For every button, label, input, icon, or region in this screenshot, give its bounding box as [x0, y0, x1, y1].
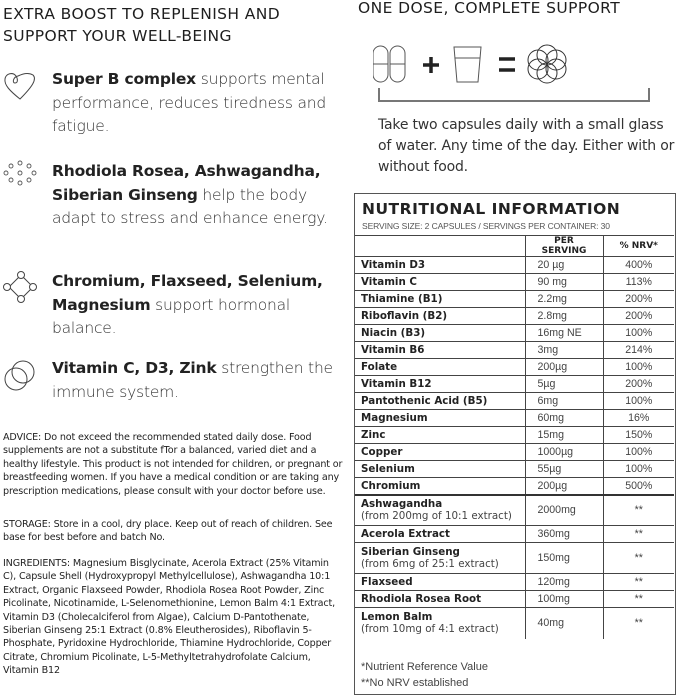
nutrient-name: [355, 376, 525, 393]
nutrition-table: [354, 193, 676, 695]
nutrient-label: Acerola Extract: [361, 528, 450, 540]
per-serving-value: 40mg: [525, 608, 603, 639]
per-serving-value: 20 µg: [525, 257, 603, 274]
ingredients-text: INGREDIENTS: Magnesium Bisglycinate, Acerola Extract (25% Vitamin C), Capsule Shell (Hydroxypropyl Methylcellulose), Ashwagandha 10:1 Extract, Organic Flaxseed Powder, Rhodiola Rosea Root Powder, Zinc Picolinate, Nicotinamide, L-Selenomethionine, Lemon Balm 4:1 Extract, Vitamin D3 (Cholecalciferol from Algae), Calcium D-Pantothenate, Siberian Ginseng 25:1 Extract (0.8% Eleutherosides), Riboflavin 5-Phosphate, Pyridoxine Hydrochloride, Thiamine Hydrochloride, Copper Citrate, Chromium Picolinate, L-5-Methyltetrahydrofolate Calcium, Vitamin B12: [3, 558, 336, 677]
nutrient-label: Vitamin B12: [361, 378, 432, 390]
nutrient-label: Pantothenic Acid (B5): [361, 395, 488, 407]
nutrient-name: [355, 359, 525, 376]
nutrient-name: [355, 342, 525, 359]
per-serving-value: 360mg: [525, 526, 603, 543]
flower-of-life-icon: [528, 45, 566, 83]
benefits-heading: EXTRA BOOST TO REPLENISH AND SUPPORT YOUR WELL-BEING: [3, 5, 281, 45]
nutrition-title: NUTRITIONAL INFORMATION: [362, 200, 621, 218]
table-footnotes: [361, 660, 488, 691]
nutrition-grid: [355, 235, 674, 639]
table-row: [355, 543, 674, 574]
footnote-nrv: *Nutrient Reference Value: [361, 661, 488, 673]
benefit-text: Chromium, Flaxseed, Selenium, Magnesium support hormonal balance.: [52, 272, 323, 337]
nutrient-name: [355, 574, 525, 591]
nutrient-source: (from 6mg of 25:1 extract): [361, 558, 499, 570]
nutrient-label: Selenium: [361, 463, 415, 475]
nrv-value: **: [603, 591, 674, 608]
nutrient-label: Zinc: [361, 429, 386, 441]
table-row: [355, 376, 674, 393]
nutrient-name: [355, 274, 525, 291]
nrv-value: **: [603, 495, 674, 526]
nutrient-label: Magnesium: [361, 412, 428, 424]
table-row: [355, 308, 674, 325]
table-row: [355, 359, 674, 376]
per-serving-value: 120mg: [525, 574, 603, 591]
nrv-value: 200%: [603, 308, 674, 325]
nrv-value: 100%: [603, 461, 674, 478]
dosage-heading: ONE DOSE, COMPLETE SUPPORT: [358, 0, 621, 17]
per-serving-value: 1000µg: [525, 444, 603, 461]
per-serving-value: 5µg: [525, 376, 603, 393]
plus-sign-icon: [423, 57, 439, 73]
nutrient-name: [355, 427, 525, 444]
nrv-value: **: [603, 526, 674, 543]
table-row: [355, 427, 674, 444]
nutrient-label: Rhodiola Rosea Root: [361, 593, 482, 605]
per-serving-value: 2.2mg: [525, 291, 603, 308]
nutrient-name: [355, 325, 525, 342]
nutrient-name: [355, 461, 525, 478]
nutrient-label: Vitamin C: [361, 276, 417, 288]
per-serving-value: 6mg: [525, 393, 603, 410]
table-row: [355, 495, 674, 526]
table-row: [355, 461, 674, 478]
diamond-nodes-icon: [2, 270, 38, 306]
nrv-value: 500%: [603, 478, 674, 495]
per-serving-value: 200µg: [525, 359, 603, 376]
table-row: [355, 608, 674, 639]
per-serving-col-header: PER SERVING: [525, 236, 603, 257]
dose-bracket: [378, 88, 650, 102]
nrv-value: **: [603, 574, 674, 591]
per-serving-value: 90 mg: [525, 274, 603, 291]
nrv-value: 113%: [603, 274, 674, 291]
nutrient-name: [355, 393, 525, 410]
per-serving-value: 3mg: [525, 342, 603, 359]
overlapping-circles-icon: [2, 357, 38, 393]
nrv-value: 100%: [603, 444, 674, 461]
nutrient-label: Niacin (B3): [361, 327, 426, 339]
nrv-value: 214%: [603, 342, 674, 359]
dots-circle-icon: [2, 160, 38, 196]
nutrient-label: Lemon Balm: [361, 611, 433, 624]
nutrient-label: Copper: [361, 446, 403, 458]
table-row: [355, 478, 674, 495]
table-row: [355, 342, 674, 359]
nutrient-label: Chromium: [361, 479, 421, 492]
nutrient-name: [355, 291, 525, 308]
nutrient-name: [355, 543, 525, 574]
table-row: [355, 526, 674, 543]
per-serving-value: 2.8mg: [525, 308, 603, 325]
nutrient-name: [355, 495, 525, 526]
per-serving-value: 16mg NE: [525, 325, 603, 342]
table-row: [355, 274, 674, 291]
nutrient-name: [355, 478, 525, 495]
nutrient-col-header: [355, 236, 525, 257]
nutrient-name: [355, 257, 525, 274]
serving-info: SERVING SIZE: 2 CAPSULES / SERVINGS PER CONTAINER: 30: [362, 221, 610, 231]
nutrient-label: Vitamin B6: [361, 344, 425, 356]
nutrient-label: Ashwagandha: [361, 498, 443, 511]
dose-equation: [373, 44, 663, 84]
per-serving-value: 2000mg: [525, 495, 603, 526]
nutrient-name: [355, 410, 525, 427]
table-header-row: [355, 236, 674, 257]
nutrient-label: Vitamin D3: [361, 259, 426, 271]
capsules-icon: [373, 46, 405, 82]
nrv-value: 200%: [603, 376, 674, 393]
glass-of-water-icon: [454, 47, 481, 82]
table-row: [355, 574, 674, 591]
per-serving-value: 200µg: [525, 478, 603, 495]
nrv-value: **: [603, 608, 674, 639]
nutrient-name: [355, 444, 525, 461]
table-row: [355, 291, 674, 308]
nutrient-label: Folate: [361, 361, 398, 373]
storage-text: STORAGE: Store in a cool, dry place. Keep out of reach of children. See base for best before and batch No.: [3, 519, 333, 544]
table-row: [355, 257, 674, 274]
nrv-value: 400%: [603, 257, 674, 274]
advice-text: ADVICE: Do not exceed the recommended stated daily dose. Food supplements are not a substitute fTor a balanced, varied diet and a healthy lifestyle. This product is not intended for children, or pregnant or breastfeeding women. If you have a medical condition or are taking any prescription medications, please consult with your doctor before use.: [3, 432, 343, 497]
nutrient-source: (from 10mg of 4:1 extract): [361, 623, 499, 636]
per-serving-value: 60mg: [525, 410, 603, 427]
nrv-value: **: [603, 543, 674, 574]
nrv-col-header: % NRV*: [603, 236, 674, 257]
heart-icon: [2, 68, 38, 104]
table-row: [355, 393, 674, 410]
benefit-text: Super B complex supports mental performance, reduces tiredness and fatigue.: [52, 70, 327, 135]
equals-sign-icon: [499, 59, 515, 70]
nutrient-source: (from 200mg of 10:1 extract): [361, 510, 512, 523]
footnote-no-nrv: **No NRV established: [361, 676, 469, 689]
nutrient-name: [355, 308, 525, 325]
dose-instructions: Take two capsules daily with a small glass of water. Any time of the day. Either with or without food.: [378, 117, 675, 175]
table-row: [355, 325, 674, 342]
benefit-text: Vitamin C, D3, Zink strengthen the immune system.: [52, 359, 333, 401]
nrv-value: 16%: [603, 410, 674, 427]
nutrient-name: [355, 608, 525, 639]
per-serving-value: 100mg: [525, 591, 603, 608]
per-serving-value: 55µg: [525, 461, 603, 478]
nrv-value: 100%: [603, 393, 674, 410]
nrv-value: 200%: [603, 291, 674, 308]
nutrient-name: [355, 591, 525, 608]
benefit-text: Rhodiola Rosea, Ashwagandha, Siberian Ginseng help the body adapt to stress and enhance energy.: [52, 162, 328, 227]
nrv-value: 150%: [603, 427, 674, 444]
table-row: [355, 410, 674, 427]
nutrient-label: Riboflavin (B2): [361, 310, 448, 322]
table-row: [355, 591, 674, 608]
nutrient-label: Siberian Ginseng: [361, 546, 460, 558]
per-serving-value: 15mg: [525, 427, 603, 444]
nutrient-name: [355, 526, 525, 543]
nutrient-label: Flaxseed: [361, 576, 413, 588]
per-serving-value: 150mg: [525, 543, 603, 574]
table-row: [355, 444, 674, 461]
nrv-value: 100%: [603, 325, 674, 342]
nrv-value: 100%: [603, 359, 674, 376]
nutrient-label: Thiamine (B1): [361, 293, 443, 305]
